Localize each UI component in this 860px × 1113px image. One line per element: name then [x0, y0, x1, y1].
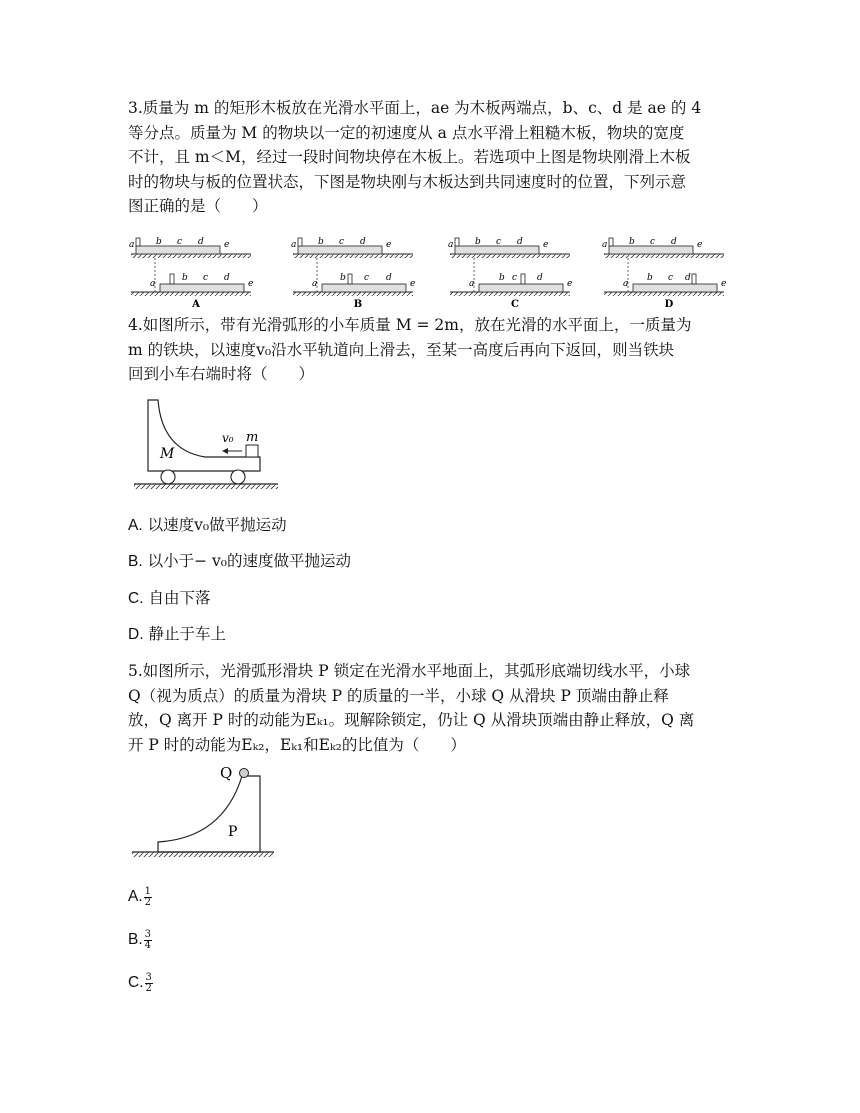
q3-figure — [126, 230, 746, 312]
svg-text:d: d — [386, 273, 392, 283]
q4-option-b[interactable]: B. 以小于− v₀的速度做平抛运动 — [128, 552, 351, 570]
svg-text:d: d — [198, 237, 204, 247]
panel-label-c: C — [511, 299, 519, 310]
panel-label-a: A — [192, 299, 200, 310]
fraction: $\frac{3}{4}$ — [144, 928, 152, 951]
q4-line-3: 回到小车右端时将（ ） — [128, 365, 315, 383]
svg-text:a: a — [312, 279, 318, 289]
q3-panel-b — [291, 237, 415, 310]
svg-text:e: e — [567, 279, 573, 289]
wheel-right — [231, 470, 245, 484]
svg-text:d: d — [671, 237, 677, 247]
q5-line-2: Q（视为质点）的质量为滑块 P 的质量的一半，小球 Q 从滑块 P 顶端由静止释 — [128, 686, 669, 705]
svg-text:c: c — [364, 273, 370, 283]
question-3-text — [128, 96, 728, 219]
svg-text:e: e — [697, 240, 703, 250]
panel-label-b: B — [353, 299, 363, 310]
svg-text:d: d — [685, 273, 691, 283]
q3-line-1: 3.质量为 m 的矩形木板放在光滑水平面上，ae 为木板两端点，b、c、d 是 ae 的 4 — [128, 99, 702, 117]
svg-text:b: b — [182, 273, 188, 283]
svg-text:e: e — [721, 279, 727, 289]
fraction: $\frac{3}{2}$ — [145, 971, 152, 994]
block — [136, 238, 140, 246]
q4-option-d[interactable]: D. 静止于车上 — [128, 625, 226, 643]
svg-text:d: d — [517, 237, 523, 247]
ball-label: Q — [220, 764, 233, 782]
question-5-text — [128, 659, 728, 757]
q5-option-c[interactable]: C. $\frac{3}{2}$ — [128, 971, 152, 994]
svg-text:b: b — [156, 237, 162, 247]
ball-q — [240, 769, 249, 778]
q3-line-2: 等分点。质量为 M 的物块以一定的初速度从 a 点水平滑上粗糙木板，物块的宽度 — [128, 123, 685, 142]
svg-text:a: a — [150, 279, 156, 289]
svg-text:d: d — [360, 237, 366, 247]
svg-text:b: b — [318, 237, 324, 247]
svg-text:a: a — [623, 279, 629, 289]
svg-text:b: b — [340, 273, 346, 283]
svg-text:e: e — [224, 240, 230, 250]
svg-text:b: b — [499, 273, 505, 283]
q5-figure — [128, 758, 278, 863]
q5-option-b[interactable]: B. $\frac{3}{4}$ — [128, 928, 152, 951]
fraction: $\frac{1}{2}$ — [144, 885, 152, 908]
q4-option-c[interactable]: C. 自由下落 — [128, 589, 211, 607]
q4-line-2: m 的铁块，以速度v₀沿水平轨道向上滑去，至某一高度后再向下返回，则当铁块 — [128, 340, 675, 359]
svg-text:a: a — [602, 240, 608, 250]
block-label: m — [246, 430, 259, 445]
cart-label: M — [160, 446, 175, 462]
q4-figure — [130, 395, 290, 495]
q5-line-1: 5.如图所示，光滑弧形滑块 P 锁定在光滑水平地面上，其弧形底端切线水平，小球 — [128, 662, 691, 680]
svg-text:d: d — [224, 273, 230, 283]
wheel-left — [161, 470, 175, 484]
svg-text:a: a — [469, 279, 475, 289]
q3-panel-d — [602, 237, 726, 310]
panel-label-d: D — [664, 299, 674, 310]
slide-label: P — [228, 824, 238, 840]
svg-text:e: e — [543, 240, 549, 250]
svg-text:c: c — [339, 237, 345, 247]
q5-line-4: 开 P 时的动能为Eₖ₂，Eₖ₁和Eₖ₂的比值为（ ） — [128, 735, 466, 754]
q3-panel-a — [129, 237, 253, 310]
label-a: a — [129, 240, 135, 250]
svg-text:a: a — [448, 240, 454, 250]
q5-line-3: 放，Q 离开 P 时的动能为Eₖ₁。现解除锁定，仍让 Q 从滑块顶端由静止释放，Q 离 — [128, 711, 695, 729]
svg-text:c: c — [203, 273, 209, 283]
q3-line-5: 图正确的是（ ） — [128, 197, 268, 215]
svg-text:b: b — [647, 273, 653, 283]
svg-text:c: c — [668, 273, 674, 283]
velocity-label: v₀ — [222, 431, 234, 445]
q3-panel-c — [448, 237, 572, 310]
slide-body — [158, 776, 260, 852]
svg-text:e: e — [248, 279, 254, 289]
svg-text:d: d — [537, 273, 543, 283]
q5-option-a[interactable]: A. $\frac{1}{2}$ — [128, 885, 152, 908]
board — [136, 246, 220, 254]
svg-text:e: e — [386, 240, 392, 250]
svg-text:c: c — [512, 273, 518, 283]
svg-text:a: a — [291, 240, 297, 250]
svg-text:c: c — [177, 237, 183, 247]
svg-text:c: c — [496, 237, 502, 247]
iron-block — [246, 445, 258, 457]
q4-option-a[interactable]: A. 以速度v₀做平抛运动 — [128, 516, 287, 534]
svg-text:c: c — [650, 237, 656, 247]
svg-text:b: b — [475, 237, 481, 247]
question-4-text — [128, 313, 728, 387]
q3-line-3: 不计，且 m＜M，经过一段时间物块停在木板上。若选项中上图是物块刚滑上木板 — [128, 148, 691, 166]
q3-line-4: 时的物块与板的位置状态，下图是物块刚与木板达到共同速度时的位置，下列示意 — [128, 172, 687, 191]
svg-text:b: b — [629, 237, 635, 247]
svg-text:e: e — [410, 279, 416, 289]
q4-line-1: 4.如图所示，带有光滑弧形的小车质量 M = 2m，放在光滑的水平面上，一质量为 — [128, 316, 692, 334]
